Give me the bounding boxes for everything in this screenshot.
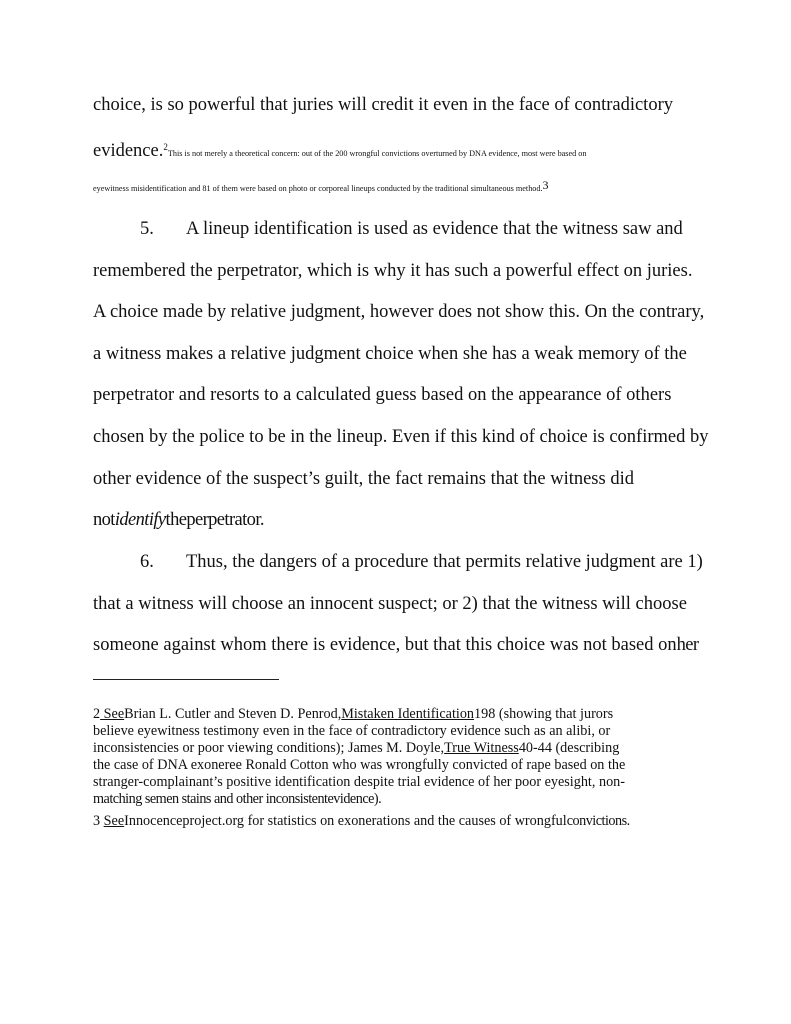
paragraph-6-line-3 — [93, 634, 698, 656]
body-text: A lineup identification is used as evidence that the witness saw and — [186, 219, 683, 239]
body-text: chosen by the police to be in the lineup. Even if this kind of choice is confirmed by — [93, 427, 709, 447]
paragraph-6-line-1 — [93, 551, 703, 573]
body-text: her — [676, 635, 699, 655]
paragraph-5-line-7 — [93, 468, 634, 490]
paragraph-5-line-4 — [93, 343, 687, 365]
footnote-text: Brian L. Cutler and Steven D. Penrod, — [124, 706, 342, 722]
inline-note: eyewitness misidentification and 81 of them were based on photo or corporeal lineups conducted by the traditional simultaneous method. — [93, 184, 543, 193]
body-text: a witness makes a relative judgment choice when she has a weak memory of the — [93, 344, 687, 364]
footnote-ref-3: 3 — [542, 178, 549, 192]
paragraph-number: 6. — [140, 552, 154, 572]
footnote-ref-2: 2 — [163, 142, 168, 152]
body-text: evidence. — [93, 141, 164, 161]
cited-title: True Witness — [444, 740, 519, 756]
body-text: that a witness will choose an innocent suspect; or 2) that the witness will choose — [93, 594, 687, 614]
paragraph-number: 5. — [140, 219, 154, 239]
paragraph-5-line-2 — [93, 260, 692, 282]
body-text: not — [93, 510, 115, 530]
body-text: other evidence of the suspect’s guilt, the fact remains that the witness did — [93, 469, 634, 489]
footnote-line: the case of DNA exoneree Ronald Cotton who was wrongfully convicted of rape based on the — [93, 757, 626, 773]
signal-see: See — [103, 813, 125, 829]
paragraph-5-line-6 — [93, 426, 709, 448]
footnote-number: 3 — [93, 813, 101, 829]
body-text: choice, is so powerful that juries will credit it even in the face of contradictory — [93, 95, 673, 115]
footnote-text: inconsistencies or poor viewing conditions); James M. Doyle, — [93, 740, 445, 756]
paragraph-5-line-1 — [93, 218, 683, 240]
paragraph-5-line-5 — [93, 384, 671, 406]
inline-note: This is not merely a theoretical concern: out of the 200 wrongful convictions overturned by DNA evidence, most were based on — [167, 149, 587, 158]
body-line-3 — [93, 174, 549, 200]
paragraph-5-line-8 — [93, 509, 264, 531]
body-text: remembered the perpetrator, which is why it has such a powerful effect on juries. — [93, 261, 693, 281]
footnote-separator — [93, 679, 279, 680]
footnote-line: believe eyewitness testimony even in the face of contradictory evidence such as an alibi, or — [93, 723, 611, 739]
body-line-1 — [93, 94, 673, 116]
paragraph-5-line-3 — [93, 301, 704, 323]
footnote-number: 2 — [93, 706, 101, 722]
footnote-text: convictions. — [566, 813, 630, 829]
footnote-line — [93, 706, 703, 723]
footnote-3 — [93, 813, 703, 830]
footnote-line — [93, 813, 703, 830]
body-text: theperpetrator. — [165, 510, 264, 530]
italic-emphasis: identify — [114, 510, 166, 530]
paragraph-6-line-2 — [93, 593, 687, 615]
footnote-line: stranger-complainant’s positive identification despite trial evidence of her poor eyesight, non- — [93, 774, 625, 790]
body-text: A choice made by relative judgment, however does not show this. On the contrary, — [93, 302, 705, 322]
footnote-text: 198 (showing that jurors — [474, 706, 614, 722]
footnote-line: matching semen stains and other inconsistentevidence). — [93, 791, 382, 807]
body-text: someone against whom there is evidence, but that this choice was not based on — [93, 635, 677, 655]
footnote-line — [93, 740, 703, 757]
footnote-2 — [93, 706, 703, 808]
signal-see: See — [100, 706, 125, 722]
footnote-text: Innocenceproject.org for statistics on exonerations and the causes of wrongful — [124, 813, 567, 829]
cited-title: Mistaken Identification — [341, 706, 475, 722]
body-text: Thus, the dangers of a procedure that permits relative judgment are 1) — [186, 552, 703, 572]
footnote-text: 40-44 (describing — [518, 740, 620, 756]
body-line-2 — [93, 136, 586, 165]
body-text: perpetrator and resorts to a calculated guess based on the appearance of others — [93, 385, 672, 405]
